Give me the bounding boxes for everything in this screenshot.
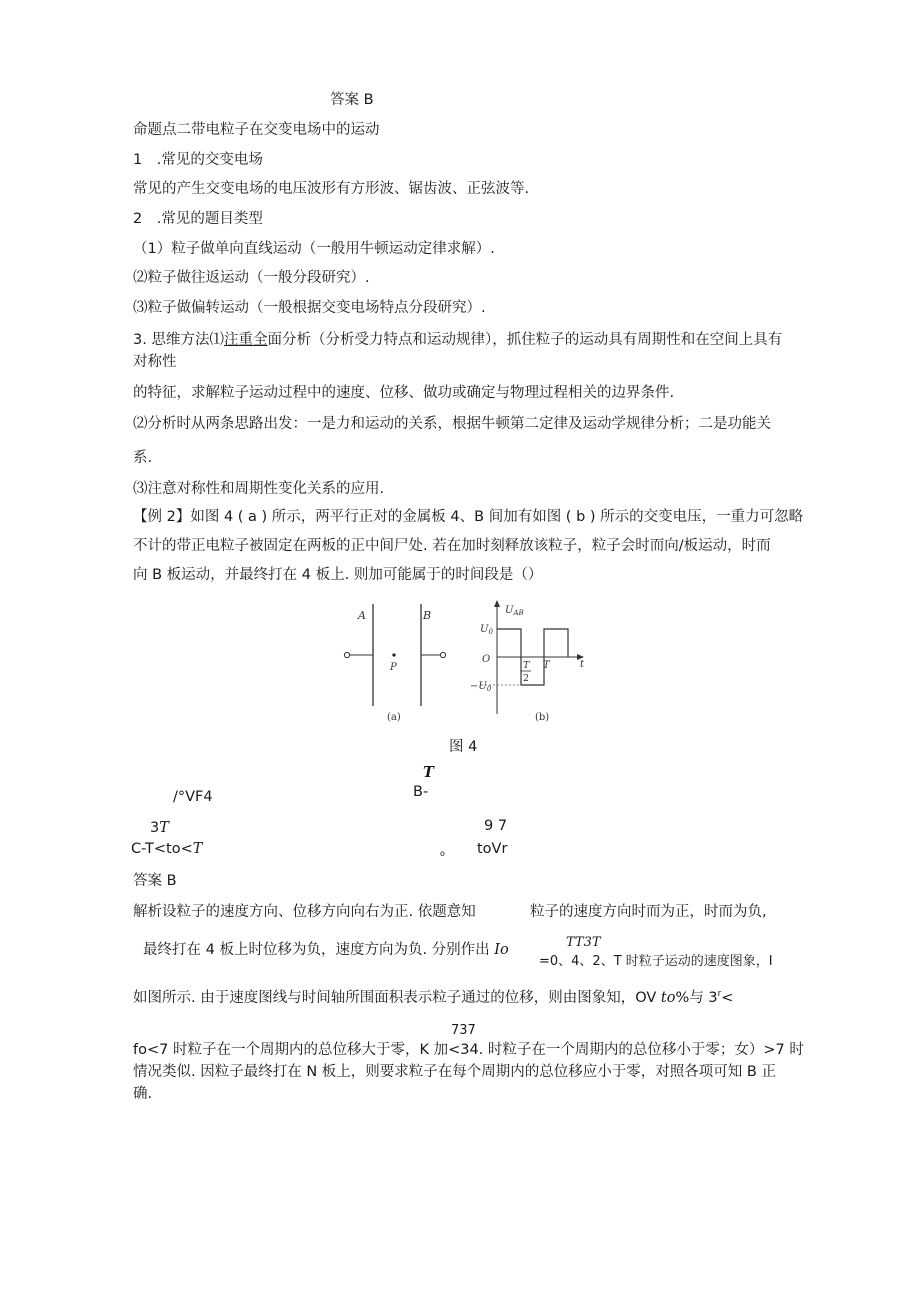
item-2b: ⑵粒子做往返运动（一般分段研究）. xyxy=(133,270,370,286)
figure-4 xyxy=(330,598,600,728)
item-2a: （1）粒子做单向直线运动（一般用牛顿运动定律求解）. xyxy=(133,241,495,257)
solution-line6: 确. xyxy=(133,1086,153,1102)
option-b-label: B- xyxy=(413,784,429,800)
label-b: B xyxy=(423,609,432,622)
figure-caption: 图 4 xyxy=(449,739,478,755)
figure-a xyxy=(344,604,445,723)
caption-b: (b) xyxy=(535,712,550,723)
item-3c: ⑶注意对称性和周期性变化关系的应用. xyxy=(133,481,385,497)
terminal-b xyxy=(440,652,445,657)
answer-top: 答案 B xyxy=(330,92,374,108)
item-3-prefix: 3. 思维方法⑴ xyxy=(133,332,224,348)
item-1-heading: 1 .常见的交变电场 xyxy=(133,152,263,168)
period-label: T xyxy=(543,660,550,671)
option-small-mark: o xyxy=(440,849,445,858)
item-3b-line1: ⑵分析时从两条思路出发：一是力和运动的关系，根据牛顿第二定律及运动学规律分析；二是功能关 xyxy=(133,416,771,432)
solution-line2b: =0、4、2、T 时粒子运动的速度图象，I xyxy=(539,954,773,969)
solution-737: 737 xyxy=(451,1023,476,1038)
section-title: 命题点二带电粒子在交变电场中的运动 xyxy=(133,122,380,138)
option-d-label: toVr xyxy=(477,841,508,857)
label-a: A xyxy=(358,609,366,622)
u0-label: $U_0$ xyxy=(480,624,493,636)
axis-u-label: $U_{AB}$ xyxy=(505,605,524,617)
caption-a: (a) xyxy=(387,712,401,723)
label-p: P xyxy=(390,662,397,673)
half-period-den: 2 xyxy=(523,673,530,684)
option-3t: 3T xyxy=(150,820,169,836)
solution-line2a: 最终打在 4 板上时位移为负，速度方向为负. 分别作出 Io xyxy=(143,942,509,958)
example-line1: 【例 2】如图 4 ( a ) 所示，两平行正对的金属板 4、B 间加有如图 ( b ) 所示的交变电压，一重力可忽略 xyxy=(133,509,804,525)
solution-line3: 如图所示. 由于速度图线与时间轴所围面积表示粒子通过的位移，则由图象知，OV to%与 $3^r<$ xyxy=(133,989,734,1006)
item-2-heading: 2 .常见的题目类型 xyxy=(133,211,263,227)
option-97: 9 7 xyxy=(484,818,508,834)
option-a-label: /°VF4 xyxy=(173,789,213,805)
answer-2: 答案 B xyxy=(133,873,177,889)
option-c-label: C-T<to<T xyxy=(131,841,203,857)
figure-b xyxy=(470,600,585,723)
half-period-num: T xyxy=(523,660,530,671)
solution-tt3t: TT3T xyxy=(566,935,601,950)
origin-label: O xyxy=(482,654,491,665)
item-3-line1 xyxy=(133,331,782,349)
particle-p xyxy=(392,653,395,656)
solution-line5: 情况类似. 因粒子最终打在 N 板上，则要求粒子在每个周期内的总位移应小于零，对照各项可知 B 正 xyxy=(133,1064,776,1080)
item-3-line2: 对称性 xyxy=(133,354,177,370)
item-3-line3: 的特征，求解粒子运动过程中的速度、位移、做功或确定与物理过程相关的边界条件. xyxy=(133,385,675,401)
solution-line1b: 粒子的速度方向时而为正，时而为负, xyxy=(530,904,767,920)
item-3-rest: 面分析（分析受力特点和运动规律），抓住粒子的运动具有周期性和在空间上具有 xyxy=(267,332,783,348)
item-3b-line2: 系. xyxy=(133,450,153,466)
solution-line4: fo<7 时粒子在一个周期内的总位移大于零，K 加<34. 时粒子在一个周期内的总位移小于零；女）>7 时 xyxy=(133,1042,804,1058)
example-line2: 不计的带正电粒子被固定在两板的正中间尸处. 若在加时刻释放该粒子，粒子会时而向/板运动，时而 xyxy=(133,538,771,554)
item-3-underlined: 注重全 xyxy=(223,332,268,348)
item-2c: ⑶粒子做偏转运动（一般根据交变电场特点分段研究）. xyxy=(133,300,486,316)
option-b-t: T xyxy=(423,764,434,781)
neg-u0-label: $-U_0$ xyxy=(470,681,492,693)
example-line3: 向 B 板运动，并最终打在 4 板上. 则加可能属于的时间段是（） xyxy=(133,567,543,583)
axis-t-label: t xyxy=(580,659,585,670)
terminal-a xyxy=(344,652,349,657)
item-1-text: 常见的产生交变电场的电压波形有方形波、锯齿波、正弦波等. xyxy=(133,181,530,197)
y-axis-arrow xyxy=(494,600,500,607)
solution-line1a: 解析设粒子的速度方向、位移方向向右为正. 依题意知 xyxy=(133,904,476,920)
